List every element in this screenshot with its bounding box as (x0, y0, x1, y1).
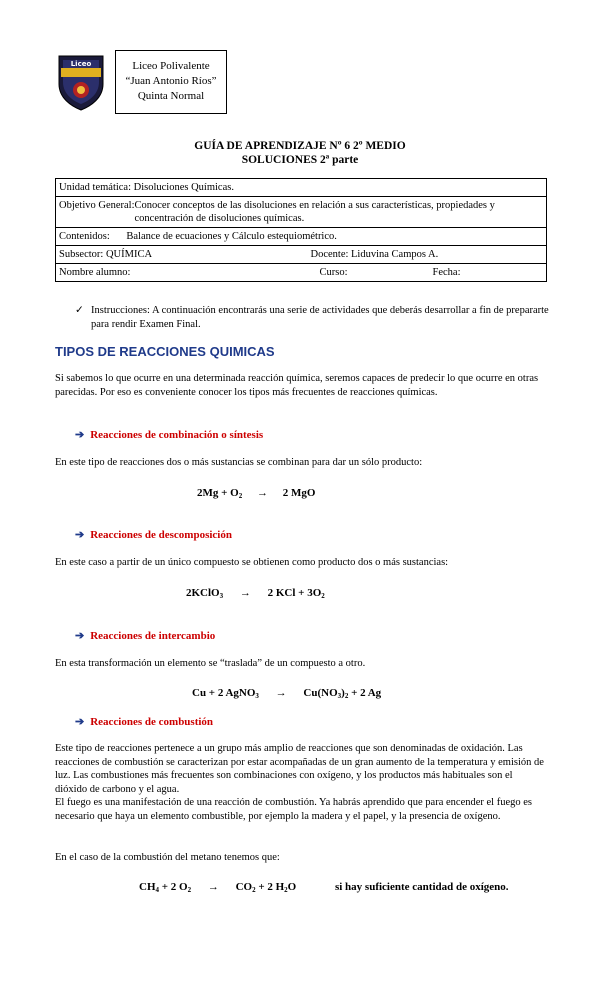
eq-comb2-sub4: 2 (284, 886, 288, 894)
heading-combinacion-text: Reacciones de combinación o síntesis (90, 429, 264, 441)
eq-comb-sub: 2 (238, 492, 243, 500)
school-line-1: Liceo Polivalente (132, 60, 210, 72)
eq-desc-right: 2 KCl + 3O (267, 587, 322, 599)
eq-desc-sub: 3 (219, 592, 224, 600)
objetivo-label: Objetivo General: (59, 200, 135, 211)
heading-combustion-text: Reacciones de combustión (90, 716, 214, 728)
eq-comb2-sub3: 2 (252, 886, 256, 894)
instructions (75, 304, 555, 332)
intro-paragraph: Si sabemos lo que ocurre en una determinada reacción química, seremos capaces de predecir lo que ocurre en otras parecidas. Por eso es conveniente conocer los tipos más frecuentes de reacciones químicas. (55, 373, 539, 398)
eq-comb2-note: si hay suficiente cantidad de oxígeno. (334, 881, 509, 893)
heading-combinacion (75, 428, 263, 441)
eq-int-left: Cu + 2 AgNO (192, 687, 256, 699)
subsector-row (56, 246, 547, 264)
unidad-cell: Unidad temática: Disoluciones Químicas. (56, 179, 547, 197)
section-title: TIPOS DE REACCIONES QUIMICAS (55, 344, 275, 359)
eq-desc-right-sub: 2 (321, 592, 325, 600)
equation-combustion (139, 881, 509, 893)
contenidos-cell (56, 228, 547, 246)
heading-intercambio-text: Reacciones de intercambio (90, 630, 216, 642)
eq-comb2-e: O (287, 881, 297, 893)
arrow-icon: ➔ (75, 716, 85, 728)
descomposicion-text: En este caso a partir de un único compuesto se obtienen como producto dos o más sustancias: (55, 557, 449, 568)
fecha-field-label: Fecha: (432, 267, 461, 278)
heading-descomposicion (75, 528, 232, 541)
combustion-text-2: El fuego es una manifestación de una reacción de combustión. Ya habrás aprendido que para encender el fuego es necesario que haya un elemento combustible, por ejemplo la madera y el papel, y la presencia de oxígeno. (55, 797, 532, 822)
eq-comb2-a: CH (139, 881, 156, 893)
eq-desc-arrow: → (239, 587, 251, 599)
arrow-icon: ➔ (75, 529, 85, 541)
subsector-text: Subsector: QUÍMICA (59, 249, 153, 260)
eq-int-right-c: + 2 Ag (348, 687, 382, 699)
eq-comb2-b: + 2 O (159, 881, 188, 893)
guide-title: GUÍA DE APRENDIZAJE Nº 6 2º MEDIO (194, 140, 406, 152)
eq-comb2-d: + 2 H (255, 881, 285, 893)
equation-descomposicion (186, 587, 325, 599)
heading-intercambio (75, 629, 215, 642)
eq-int-sub: 3 (255, 692, 259, 700)
guide-subtitle: SOLUCIONES 2ª parte (241, 154, 359, 166)
eq-comb2-c: CO (235, 881, 253, 893)
school-line-2: “Juan Antonio Ríos” (125, 75, 217, 87)
objetivo-text: Conocer conceptos de las disoluciones en relación a sus características, propiedades y concentración de disoluciones químicas. (134, 200, 495, 224)
docente-text: Docente: Liduvina Campos A. (310, 249, 439, 260)
equation-intercambio (192, 687, 381, 699)
eq-comb2-sub2: 2 (187, 886, 192, 894)
instructions-text: Instrucciones: A continuación encontrarás una serie de actividades que deberás desarrollar a fin de prepararte para rendir Examen Final. (91, 305, 549, 330)
combinacion-text: En este tipo de reacciones dos o más sustancias se combinan para dar un sólo producto: (55, 457, 423, 468)
eq-comb-right: 2 MgO (282, 487, 316, 499)
logo-text: Liceo (70, 60, 92, 68)
eq-int-arrow: → (275, 687, 287, 699)
heading-descomposicion-text: Reacciones de descomposición (90, 529, 232, 541)
arrow-icon: ➔ (75, 429, 85, 441)
nombre-field-label: Nombre alumno: (59, 267, 131, 278)
eq-desc-left: 2KClO (186, 587, 220, 599)
curso-field-label: Curso: (319, 267, 348, 278)
eq-int-right-a: Cu(NO (303, 687, 338, 699)
eq-int-right-sub1: 3 (337, 692, 342, 700)
eq-comb2-sub1: 4 (155, 886, 159, 894)
eq-comb-arrow: → (256, 487, 268, 499)
contenidos-text: Balance de ecuaciones y Cálculo estequiométrico. (126, 231, 337, 242)
contenidos-label: Contenidos: (59, 231, 110, 242)
equation-combinacion (197, 487, 315, 499)
school-info-box (115, 50, 227, 114)
objetivo-cell (56, 197, 547, 228)
alumno-row (56, 264, 547, 282)
school-line-3: Quinta Normal (137, 90, 205, 102)
eq-int-right-sub2: 2 (344, 692, 349, 700)
arrow-icon: ➔ (75, 630, 85, 642)
eq-comb-left: 2Mg + O (197, 487, 239, 499)
heading-combustion (75, 715, 213, 728)
info-table (55, 178, 547, 282)
eq-comb2-arrow: → (207, 881, 219, 893)
checkmark-icon: ✓ (75, 305, 84, 316)
intercambio-text: En esta transformación un elemento se “traslada” de un compuesto a otro. (55, 658, 366, 669)
combustion-text-3: En el caso de la combustión del metano tenemos que: (55, 852, 280, 863)
combustion-text-1: Este tipo de reacciones pertenece a un grupo más amplio de reacciones que son denominadas de oxidación. Las reacciones de combustión se caracterizan por estar acompañadas de un gran aumento de la temperatura y emisión de luz. Las combustiones más frecuentes son combinaciones con oxígeno, y los productos más habituales son el dióxido de carbono y el agua. (55, 743, 544, 795)
school-logo (55, 54, 107, 112)
eq-int-right-b: ) (341, 687, 345, 699)
